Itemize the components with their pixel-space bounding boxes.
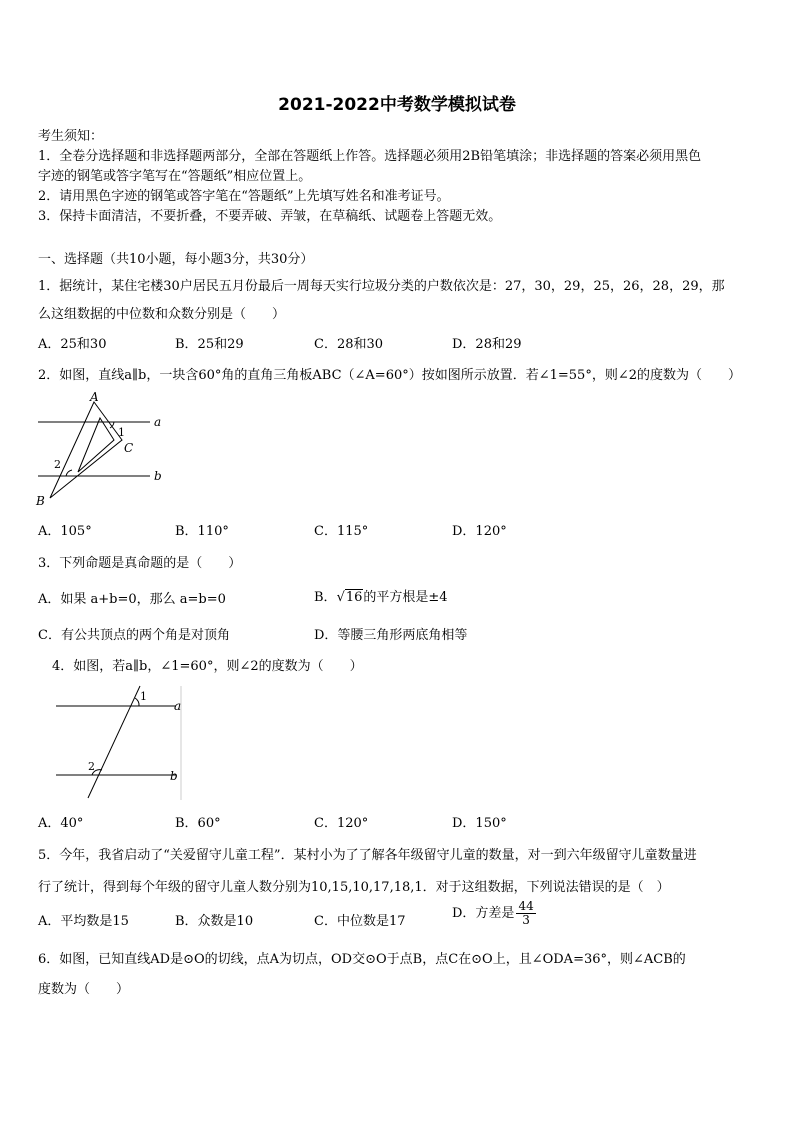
fraction: $\frac{44}{3}$ [518,899,534,927]
label-a: a [154,415,162,429]
q3-option-a: A．如果 a+b=0，那么 a=b=0 [38,592,226,607]
label-angle-2: 2 [54,458,61,471]
triangle-outer [50,402,122,498]
q4-option-b: B．60° [175,816,221,831]
q3-option-b: B．√16的平方根是±4 [314,590,448,605]
label-b: b [154,469,162,483]
q3-option-d: D．等腰三角形两底角相等 [314,628,468,643]
exam-title: 2021-2022中考数学模拟试卷 [278,95,516,115]
q4-stem: 4．如图，若a∥b，∠1=60°，则∠2的度数为（ ） [52,659,363,674]
label-angle-2: 2 [88,760,95,773]
q1-option-c: C．28和30 [314,337,384,352]
angle-1-arc [135,698,139,706]
label-C: C [124,441,134,455]
notice-item: 2．请用黑色字迹的钢笔或答字笔在“答题纸”上先填写姓名和准考证号。 [38,189,450,204]
q2-option-b: B．110° [175,524,229,539]
q6-stem-line1: 6．如图，已知直线AD是⊙O的切线，点A为切点，OD交⊙O于点B，点C在⊙O上，且∠ODA=36°，则∠ACB的 [38,952,686,967]
q1-option-b: B．25和29 [175,337,244,352]
q2-stem: 2．如图，直线a∥b，一块含60°角的直角三角板ABC（∠A=60°）按如图所示放置．若∠1=55°，则∠2的度数为（ ） [38,368,741,383]
q1-option-a: A．25和30 [38,337,107,352]
q1-option-d: D．28和29 [452,337,522,352]
label-angle-1: 1 [140,690,147,703]
label-B: B [36,494,45,508]
q4-option-c: C．120° [314,816,369,831]
q2-option-d: D．120° [452,524,507,539]
section-heading: 一、选择题（共10小题，每小题3分，共30分） [38,252,314,267]
q6-stem-line2: 度数为（ ） [38,982,130,997]
notice-item: 3．保持卡面清洁，不要折叠，不要弄破、弄皱，在草稿纸、试题卷上答题无效。 [38,209,502,224]
q3-option-c: C．有公共顶点的两个角是对顶角 [38,628,230,643]
q5-stem-line2: 行了统计，得到每个年级的留守儿童人数分别为10,15,10,17,18,1．对于这组数据，下列说法错误的是（ ） [38,880,670,895]
label-angle-1: 1 [118,426,125,439]
transversal [88,686,140,798]
q1-stem-line1: 1．据统计，某住宅楼30户居民五月份最后一周每天实行垃圾分类的户数依次是：27，30，29，25，26，28，29，那 [38,279,725,294]
label-a: a [174,699,182,713]
q1-stem-line2: 么这组数据的中位数和众数分别是（ ） [38,307,286,322]
label-b: b [170,769,178,783]
q2-figure [30,388,170,510]
label-A: A [90,390,99,404]
q3-stem: 3．下列命题是真命题的是（ ） [38,556,242,571]
q5-option-c: C．中位数是17 [314,914,406,929]
q4-option-d: D．150° [452,816,507,831]
q4-figure [50,684,190,804]
notice-heading: 考生须知： [38,129,104,144]
q5-option-d: D．方差是 $\frac{44}{3}$ [452,899,534,927]
q2-option-c: C．115° [314,524,369,539]
q5-option-a: A．平均数是15 [38,914,129,929]
notice-item: 1．全卷分选择题和非选择题两部分，全部在答题纸上作答。选择题必须用2B铅笔填涂；非选择题的答案必须用黑色 [38,149,702,164]
q5-option-b: B．众数是10 [175,914,254,929]
sqrt-sign: √16 [336,590,363,605]
angle-2-arc [66,470,72,476]
q4-option-a: A．40° [38,816,84,831]
notice-item: 字迹的钢笔或答字笔写在“答题纸”相应位置上。 [38,169,312,184]
q5-stem-line1: 5．今年，我省启动了“关爱留守儿童工程”．某村小为了了解各年级留守儿童的数量，对一到六年级留守儿童数量进 [38,848,697,863]
q2-option-a: A．105° [38,524,92,539]
